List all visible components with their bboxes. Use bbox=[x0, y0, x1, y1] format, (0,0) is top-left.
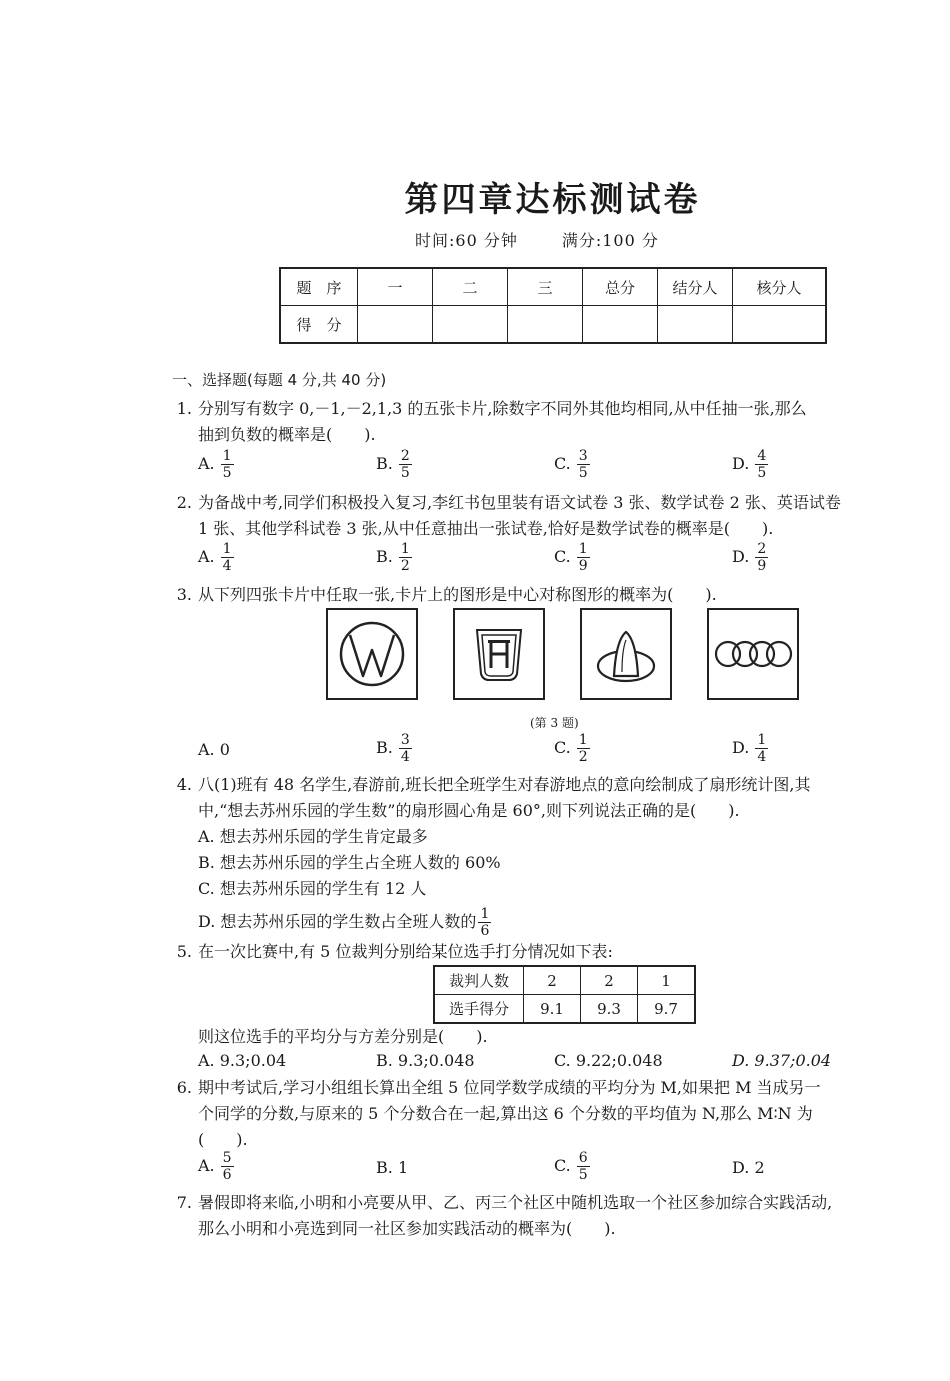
table-row bbox=[434, 995, 695, 1024]
table-cell: 2 bbox=[581, 966, 638, 995]
numerator: 3 bbox=[578, 448, 588, 464]
four-rings-icon bbox=[709, 610, 797, 698]
judge-score-table bbox=[433, 965, 696, 1024]
option-value: 0 bbox=[219, 740, 230, 759]
option-label: A. bbox=[198, 454, 215, 473]
fraction bbox=[755, 732, 768, 765]
score-table-cell: 三 bbox=[508, 268, 583, 306]
score-table-cell: 得 分 bbox=[280, 306, 358, 344]
option-a[interactable] bbox=[198, 740, 230, 759]
option-label: A. bbox=[198, 547, 215, 566]
question-number: 6. bbox=[176, 1078, 192, 1097]
option-label: D. bbox=[732, 547, 750, 566]
score-blank-cell[interactable] bbox=[433, 306, 508, 344]
numerator: 6 bbox=[578, 1150, 588, 1166]
option-label: D. bbox=[732, 1158, 750, 1177]
question-text: 从下列四张卡片中任取一张,卡片上的图形是中心对称图形的概率为( ). bbox=[198, 585, 717, 604]
option-label: D. bbox=[732, 738, 750, 757]
fraction bbox=[399, 448, 412, 481]
score-blank-cell[interactable] bbox=[658, 306, 733, 344]
question-text: 则这位选手的平均分与方差分别是( ). bbox=[198, 1027, 488, 1046]
score-blank-cell[interactable] bbox=[733, 306, 827, 344]
table-cell: 9.3 bbox=[581, 995, 638, 1024]
denominator: 4 bbox=[757, 749, 767, 765]
time-limit: 时间:60 分钟 bbox=[415, 231, 518, 250]
question-number: 7. bbox=[176, 1193, 192, 1212]
fraction bbox=[221, 1150, 234, 1183]
score-blank-cell[interactable] bbox=[358, 306, 433, 344]
numerator: 2 bbox=[400, 448, 410, 464]
score-table-cell: 核分人 bbox=[733, 268, 827, 306]
option-label: B. bbox=[376, 454, 393, 473]
card-shell-logo bbox=[580, 608, 672, 700]
option-value: 2 bbox=[754, 1158, 765, 1177]
option-label: B. bbox=[376, 547, 393, 566]
denominator: 4 bbox=[222, 558, 232, 574]
table-row bbox=[434, 966, 695, 995]
option-d[interactable] bbox=[732, 448, 768, 481]
table-cell: 9.1 bbox=[524, 995, 581, 1024]
table-cell: 裁判人数 bbox=[434, 966, 524, 995]
full-score: 满分:100 分 bbox=[561, 231, 659, 250]
option-c[interactable] bbox=[554, 541, 590, 574]
option-c[interactable] bbox=[554, 1150, 590, 1183]
option-label: C. bbox=[554, 454, 571, 473]
option-b[interactable] bbox=[376, 732, 412, 765]
option-a[interactable] bbox=[198, 448, 234, 481]
option-label: A. bbox=[198, 740, 215, 759]
option-a[interactable]: A. 9.3;0.04 bbox=[198, 1051, 287, 1070]
question-text: 个同学的分数,与原来的 5 个分数合在一起,算出这 6 个分数的平均值为 N,那么 M∶N 为 bbox=[198, 1104, 813, 1123]
score-table-cell: 一 bbox=[358, 268, 433, 306]
score-table-cell: 二 bbox=[433, 268, 508, 306]
option-label: C. bbox=[554, 1156, 571, 1175]
denominator: 9 bbox=[578, 558, 588, 574]
option-label: A. bbox=[198, 1156, 215, 1175]
table-cell: 2 bbox=[524, 966, 581, 995]
option-c[interactable]: C. 想去苏州乐园的学生有 12 人 bbox=[198, 879, 427, 898]
numerator: 1 bbox=[757, 732, 767, 748]
numerator: 1 bbox=[400, 541, 410, 557]
fraction bbox=[755, 541, 768, 574]
numerator: 4 bbox=[757, 448, 767, 464]
numerator: 3 bbox=[400, 732, 410, 748]
option-d[interactable] bbox=[732, 732, 768, 765]
card-audi-logo bbox=[707, 608, 799, 700]
option-d[interactable] bbox=[732, 541, 768, 574]
denominator: 5 bbox=[222, 465, 232, 481]
option-d[interactable]: D. 9.37;0.04 bbox=[732, 1051, 832, 1070]
denominator: 9 bbox=[757, 558, 767, 574]
option-a[interactable] bbox=[198, 541, 234, 574]
score-table-cell: 结分人 bbox=[658, 268, 733, 306]
table-cell: 1 bbox=[638, 966, 696, 995]
question-text: 为备战中考,同学们积极投入复习,李红书包里装有语文试卷 3 张、数学试卷 2 张、英语试卷 bbox=[198, 493, 841, 512]
question-number: 4. bbox=[176, 775, 192, 794]
exam-info bbox=[415, 228, 659, 251]
table-cell: 选手得分 bbox=[434, 995, 524, 1024]
score-table-cell: 总分 bbox=[583, 268, 658, 306]
option-b[interactable] bbox=[376, 448, 412, 481]
question-text: 暑假即将来临,小明和小亮要从甲、乙、丙三个社区中随机选取一个社区参加综合实践活动, bbox=[198, 1193, 833, 1212]
option-label: B. bbox=[376, 738, 393, 757]
denominator: 4 bbox=[400, 749, 410, 765]
denominator: 2 bbox=[578, 749, 588, 765]
fraction bbox=[399, 732, 412, 765]
numerator: 1 bbox=[480, 906, 490, 922]
figure-caption: (第 3 题) bbox=[530, 716, 579, 730]
score-blank-cell[interactable] bbox=[583, 306, 658, 344]
option-b[interactable] bbox=[376, 1158, 408, 1177]
table-cell: 9.7 bbox=[638, 995, 696, 1024]
fraction bbox=[399, 541, 412, 574]
question-number: 2. bbox=[176, 493, 192, 512]
numerator: 1 bbox=[222, 448, 232, 464]
option-label: C. bbox=[554, 738, 571, 757]
denominator: 2 bbox=[400, 558, 410, 574]
option-label: B. bbox=[376, 1158, 393, 1177]
denominator: 5 bbox=[578, 465, 588, 481]
fraction bbox=[577, 732, 590, 765]
question-text: 那么小明和小亮选到同一社区参加实践活动的概率为( ). bbox=[198, 1219, 616, 1238]
fraction bbox=[577, 541, 590, 574]
fraction bbox=[478, 906, 491, 939]
fraction bbox=[221, 541, 234, 574]
option-label: D. bbox=[732, 454, 750, 473]
option-c[interactable]: C. 9.22;0.048 bbox=[554, 1051, 663, 1070]
score-table-cell: 题 序 bbox=[280, 268, 358, 306]
honda-logo-icon bbox=[455, 610, 543, 698]
question-text: 中,“想去苏州乐园的学生数”的扇形圆心角是 60°,则下列说法正确的是( ). bbox=[198, 801, 740, 820]
fraction bbox=[577, 448, 590, 481]
option-d[interactable] bbox=[198, 906, 938, 939]
option-b[interactable]: B. 想去苏州乐园的学生占全班人数的 60% bbox=[198, 853, 501, 872]
question-text: ( ). bbox=[198, 1130, 248, 1149]
denominator: 5 bbox=[757, 465, 767, 481]
question-text: 期中考试后,学习小组组长算出全组 5 位同学数学成绩的平均分为 M,如果把 M 当成另一 bbox=[198, 1078, 821, 1097]
question-number: 1. bbox=[176, 399, 192, 418]
score-table-score-row bbox=[280, 306, 826, 344]
numerator: 1 bbox=[222, 541, 232, 557]
option-text: D. 想去苏州乐园的学生数占全班人数的 bbox=[198, 912, 477, 931]
denominator: 6 bbox=[222, 1167, 232, 1183]
option-c[interactable] bbox=[554, 732, 590, 765]
fraction bbox=[577, 1150, 590, 1183]
option-a[interactable]: A. 想去苏州乐园的学生肯定最多 bbox=[198, 827, 428, 846]
question-text: 抽到负数的概率是( ). bbox=[198, 425, 376, 444]
question-text: 在一次比赛中,有 5 位裁判分别给某位选手打分情况如下表: bbox=[198, 942, 613, 961]
option-value: 1 bbox=[397, 1158, 409, 1177]
question-text: 1 张、其他学科试卷 3 张,从中任意抽出一张试卷,恰好是数学试卷的概率是( ). bbox=[198, 519, 774, 538]
score-table bbox=[279, 267, 827, 344]
denominator: 5 bbox=[400, 465, 410, 481]
option-c[interactable] bbox=[554, 448, 590, 481]
numerator: 1 bbox=[578, 541, 588, 557]
denominator: 6 bbox=[480, 923, 490, 939]
score-table-header-row bbox=[280, 268, 826, 306]
denominator: 5 bbox=[578, 1167, 588, 1183]
option-b[interactable] bbox=[376, 541, 412, 574]
vw-logo-icon bbox=[328, 610, 416, 698]
question-number: 5. bbox=[176, 942, 192, 961]
card-honda-logo bbox=[453, 608, 545, 700]
numerator: 1 bbox=[578, 732, 588, 748]
option-d[interactable] bbox=[732, 1158, 765, 1177]
option-b[interactable]: B. 9.3;0.048 bbox=[376, 1051, 475, 1070]
fraction bbox=[221, 448, 234, 481]
page-title: 第四章达标测试卷 bbox=[404, 180, 701, 220]
numerator: 5 bbox=[222, 1150, 232, 1166]
option-a[interactable] bbox=[198, 1150, 234, 1183]
numerator: 2 bbox=[757, 541, 767, 557]
question-text: 分别写有数字 0,－1,－2,1,3 的五张卡片,除数字不同外其他均相同,从中任抽一张,那么 bbox=[198, 399, 807, 418]
question-number: 3. bbox=[176, 585, 192, 604]
fraction bbox=[755, 448, 768, 481]
score-blank-cell[interactable] bbox=[508, 306, 583, 344]
ellipse-logo-icon bbox=[582, 610, 670, 698]
card-vw-logo bbox=[326, 608, 418, 700]
question-text: 八(1)班有 48 名学生,春游前,班长把全班学生对春游地点的意向绘制成了扇形统计图,其 bbox=[198, 775, 811, 794]
option-label: C. bbox=[554, 547, 571, 566]
section-heading: 一、选择题(每题 4 分,共 40 分) bbox=[172, 371, 387, 389]
